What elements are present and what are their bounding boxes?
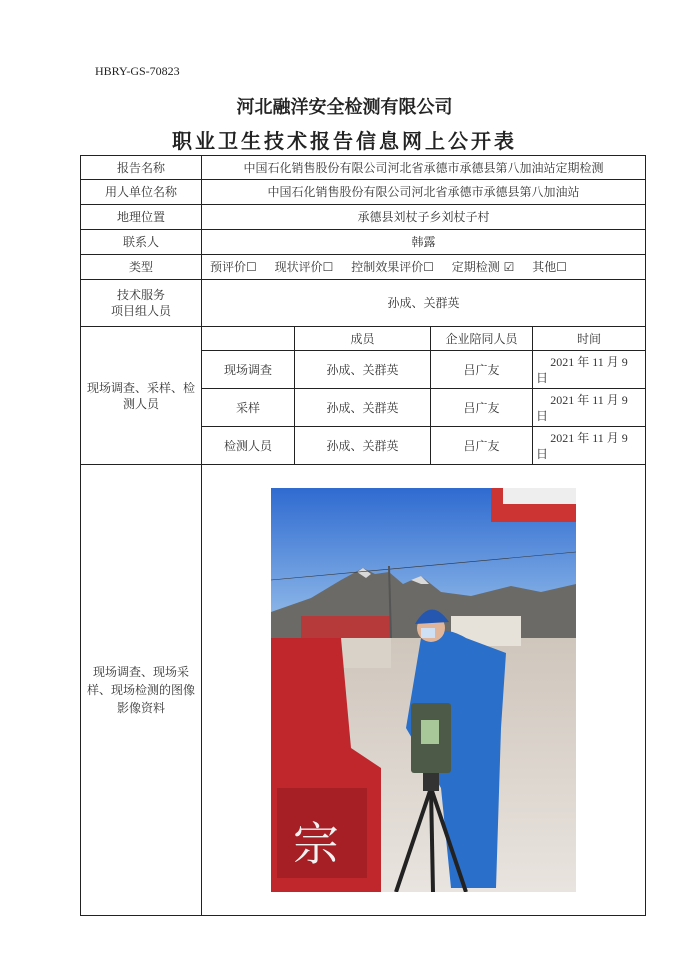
company-name: 河北融洋安全检测有限公司	[236, 97, 453, 118]
survey-members: 孙成、关群英	[295, 389, 431, 427]
document-code: HBRY-GS-70823	[95, 64, 180, 78]
row-contact	[81, 230, 646, 255]
vehicle-text: 宗	[293, 817, 339, 871]
type-option-status-evaluation[interactable]: 现状评价☐	[274, 260, 334, 274]
contact-label: 联系人	[81, 230, 202, 255]
canopy-underside	[503, 488, 576, 504]
type-option-other[interactable]: 其他☐	[532, 260, 567, 274]
type-option-pre-evaluation[interactable]: 预评价☐	[210, 260, 257, 274]
employer-value: 中国石化销售股份有限公司河北省承德市承德县第八加油站	[202, 180, 646, 205]
survey-date-line1: 2021 年 11 月 9	[550, 354, 628, 369]
report-table	[80, 155, 646, 916]
survey-date-line2: 日	[536, 370, 549, 385]
survey-escort: 吕广友	[431, 351, 533, 389]
survey-header-blank	[202, 327, 295, 351]
survey-task: 现场调查	[202, 351, 295, 389]
report-name-label: 报告名称	[81, 156, 202, 180]
survey-task: 检测人员	[202, 427, 295, 465]
survey-header-row	[81, 327, 646, 351]
site-photo	[271, 488, 576, 892]
row-employer	[81, 180, 646, 205]
survey-members: 孙成、关群英	[295, 351, 431, 389]
report-name-value: 中国石化销售股份有限公司河北省承德市承德县第八加油站定期检测	[202, 156, 646, 180]
type-option-control-effect[interactable]: 控制效果评价☐	[351, 260, 434, 274]
team-label	[81, 280, 202, 327]
team-label-line1: 技术服务	[116, 288, 165, 302]
survey-members: 孙成、关群英	[295, 427, 431, 465]
survey-header-members: 成员	[295, 327, 431, 351]
survey-date-line1: 2021 年 11 月 9	[550, 430, 628, 445]
row-type	[81, 255, 646, 280]
type-options	[202, 255, 646, 280]
survey-label: 现场调查、采样、检测人员	[81, 327, 202, 465]
survey-header-escort: 企业陪同人员	[431, 327, 533, 351]
site-photo-cell	[202, 465, 646, 916]
survey-date	[533, 427, 646, 465]
location-label: 地理位置	[81, 205, 202, 230]
form-title: 职业卫生技术报告信息网上公开表	[172, 129, 517, 153]
team-value: 孙成、关群英	[202, 280, 646, 327]
survey-date-line1: 2021 年 11 月 9	[550, 392, 628, 407]
employer-label: 用人单位名称	[81, 180, 202, 205]
survey-date-line2: 日	[536, 446, 549, 461]
survey-date	[533, 389, 646, 427]
tripod-head	[423, 773, 439, 791]
detector-screen	[421, 720, 439, 744]
images-label: 现场调查、现场采样、现场检测的图像影像资料	[81, 465, 202, 916]
type-label: 类型	[81, 255, 202, 280]
row-report-name	[81, 156, 646, 180]
building-red-roof	[301, 616, 391, 638]
survey-header-time: 时间	[533, 327, 646, 351]
survey-escort: 吕广友	[431, 427, 533, 465]
tripod-leg-center	[431, 788, 433, 892]
mask	[421, 628, 435, 638]
images-row	[81, 465, 646, 916]
row-location	[81, 205, 646, 230]
contact-value: 韩露	[202, 230, 646, 255]
row-team	[81, 280, 646, 327]
survey-task: 采样	[202, 389, 295, 427]
survey-date	[533, 351, 646, 389]
team-label-line2: 项目组人员	[110, 304, 171, 318]
survey-date-line2: 日	[536, 408, 549, 423]
survey-escort: 吕广友	[431, 389, 533, 427]
location-value: 承德县刘杖子乡刘杖子村	[202, 205, 646, 230]
type-option-periodic-detection[interactable]: 定期检测 ☑	[451, 260, 515, 274]
